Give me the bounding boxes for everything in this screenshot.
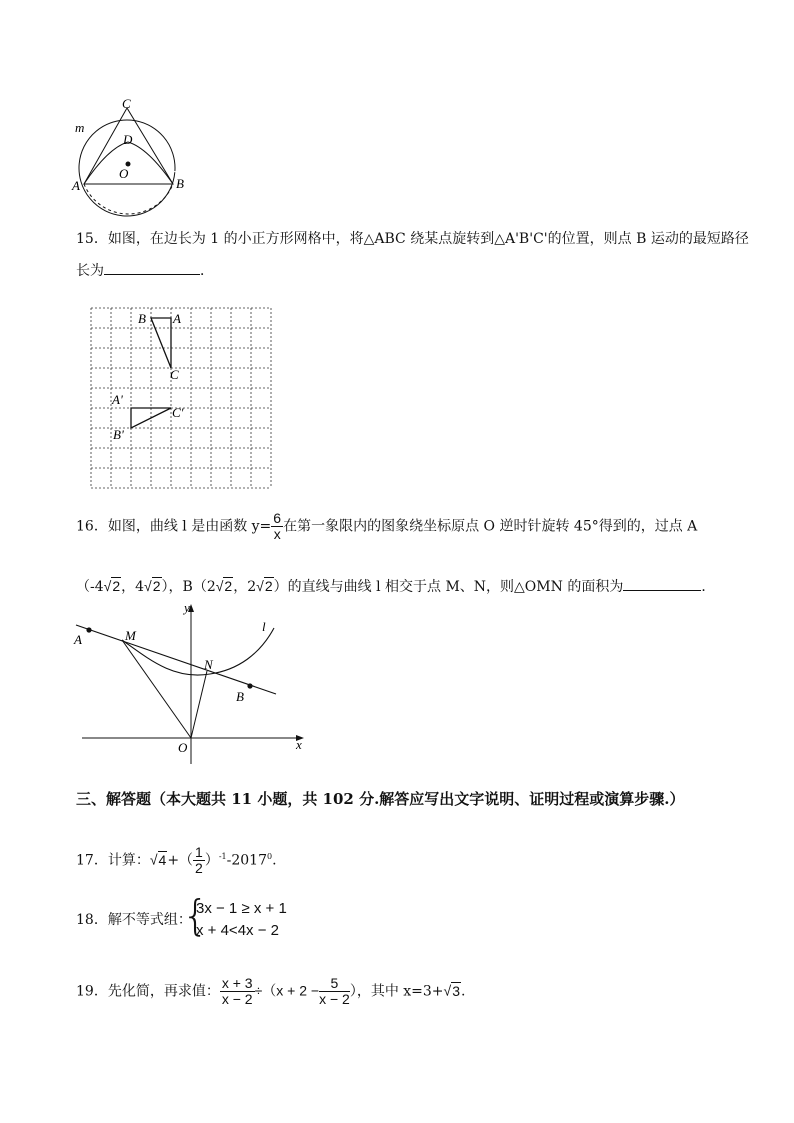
q17-text: 17．计算：√4+（ $\frac{1}{2}$ ）$^{-1}$-2017$^0$. [76, 844, 277, 876]
left-brace: { [182, 891, 209, 940]
label-D: D [123, 132, 133, 147]
label-y: y [184, 600, 190, 615]
label-A: A [173, 311, 181, 326]
label-m: m [75, 120, 85, 135]
fraction-q19-2: $\frac{5}{x - 2}$ [319, 975, 350, 1007]
inequality-system [196, 898, 287, 942]
section-heading: 三、解答题（本大题共 11 小题，共 102 分.解答应写出文字说明、证明过程或演算步骤.） [76, 790, 685, 808]
label-C: C [170, 367, 179, 382]
inequality-2: x + 4<4x − 2 [196, 922, 279, 939]
q16-pre: 16．如图，曲线 l 是由函数 y= [76, 518, 272, 535]
label-x: x [296, 737, 302, 752]
label-A-prime: A' [112, 392, 123, 407]
fraction-q19-1: $\frac{x + 3}{x - 2}$ [221, 975, 253, 1007]
circle-figure [70, 96, 190, 218]
q16-text-line2: （-4√2，4√2），B（2√2，2√2）的直线与曲线 l 相交于点 M、N，则△OMN 的面积为 ． [76, 578, 716, 595]
q16-post: 在第一象限内的图象绕坐标原点 O 逆时针旋转 45°得到的，过点 A [283, 518, 698, 535]
label-B: B [138, 311, 146, 326]
label-B-prime: B' [113, 427, 124, 442]
grid-figure [86, 302, 276, 490]
label-N: N [204, 657, 213, 672]
label-B: B [176, 176, 184, 191]
label-A: A [74, 632, 82, 647]
label-M: M [125, 628, 136, 643]
q15-text2: 长为 [76, 263, 104, 279]
q19-text: 19．先化简，再求值： $\frac{x + 3}{x - 2}$ ÷（x + 2 − $\frac{5}{x - 2}$ ），其中 x=3+√3. [76, 975, 466, 1007]
q15-period: ． [200, 263, 214, 279]
label-l: l [262, 619, 266, 634]
label-O: O [178, 740, 188, 755]
q16-text-line1 [76, 511, 697, 542]
q15-text-line2 [76, 262, 214, 280]
fraction-one-half: $\frac{1}{2}$ [195, 844, 203, 876]
label-B: B [236, 689, 244, 704]
inequality-1: 3x − 1 ≥ x + 1 [196, 900, 287, 917]
fraction-6-over-x: $\frac{6}{x}$ [273, 510, 282, 542]
q18-label: 18．解不等式组： [76, 912, 192, 928]
label-O: O [119, 166, 129, 181]
label-C: C [122, 96, 131, 111]
label-C-prime: C' [172, 405, 184, 420]
answer-blank-16 [623, 578, 701, 591]
answer-blank-15 [104, 262, 200, 275]
label-A: A [72, 178, 80, 193]
coordinate-figure [70, 598, 320, 770]
q15-text-line1: 15．如图，在边长为 1 的小正方形网格中，将△ABC 绕某点旋转到△A'B'C'的位置，则点 B 运动的最短路径 [76, 231, 749, 247]
